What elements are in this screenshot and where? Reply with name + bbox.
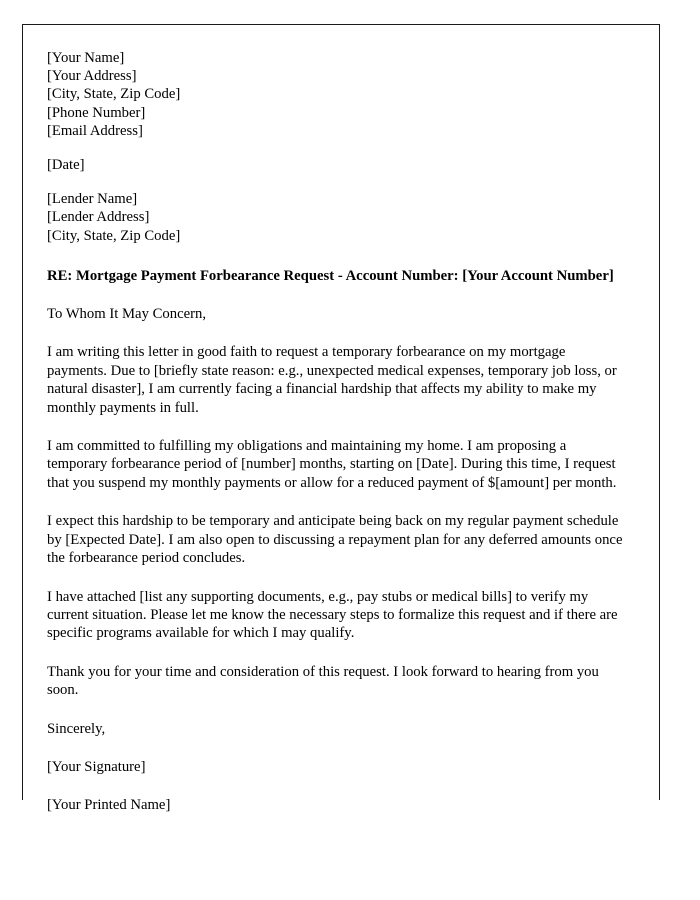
document-page xyxy=(22,24,660,813)
sender-email: [Email Address] xyxy=(47,122,143,139)
body-paragraph-3: I expect this hardship to be temporary and anticipate being back on my regular payment schedule by [Expected Date]. I am also open to discussing a repayment plan for any deferred amounts once the forbearance period concludes. xyxy=(47,513,623,567)
sender-city-state-zip: [City, State, Zip Code] xyxy=(47,86,181,103)
printed-name-placeholder: [Your Printed Name] xyxy=(47,796,171,813)
lender-name: [Lender Name] xyxy=(47,191,138,208)
letter-date: [Date] xyxy=(47,157,85,174)
body-paragraph-5: Thank you for your time and consideration of this request. I look forward to hearing from you soon. xyxy=(47,663,599,699)
closing: Sincerely, xyxy=(47,720,106,737)
body-paragraph-1: I am writing this letter in good faith to request a temporary forbearance on my mortgage payments. Due to [briefly state reason: e.g., unexpected medical expenses, temporary job loss, or natural disaster], I am currently facing a financial hardship that affects my ability to make my monthly payments in full. xyxy=(47,344,617,416)
sender-street: [Your Address] xyxy=(47,68,137,85)
sender-address-block xyxy=(47,49,627,140)
body-paragraph-2: I am committed to fulfilling my obligations and maintaining my home. I am proposing a temporary forbearance period of [number] months, starting on [Date]. During this time, I request that you suspend my monthly payments or allow for a reduced payment of $[amount] per month. xyxy=(47,438,617,491)
lender-address: [Lender Address] xyxy=(47,209,150,226)
subject-line: RE: Mortgage Payment Forbearance Request - Account Number: [Your Account Number] xyxy=(47,267,614,284)
letter-body xyxy=(47,49,627,814)
sender-name: [Your Name] xyxy=(47,50,125,66)
sender-phone: [Phone Number] xyxy=(47,104,146,121)
recipient-address-block xyxy=(47,190,627,245)
body-paragraph-4: I have attached [list any supporting documents, e.g., pay stubs or medical bills] to verify my current situation. Please let me know the necessary steps to formalize this request and if there are specific programs available for which I may qualify. xyxy=(47,588,618,642)
salutation: To Whom It May Concern, xyxy=(47,306,207,323)
lender-city-state-zip: [City, State, Zip Code] xyxy=(47,227,181,244)
signature-placeholder: [Your Signature] xyxy=(47,758,146,775)
